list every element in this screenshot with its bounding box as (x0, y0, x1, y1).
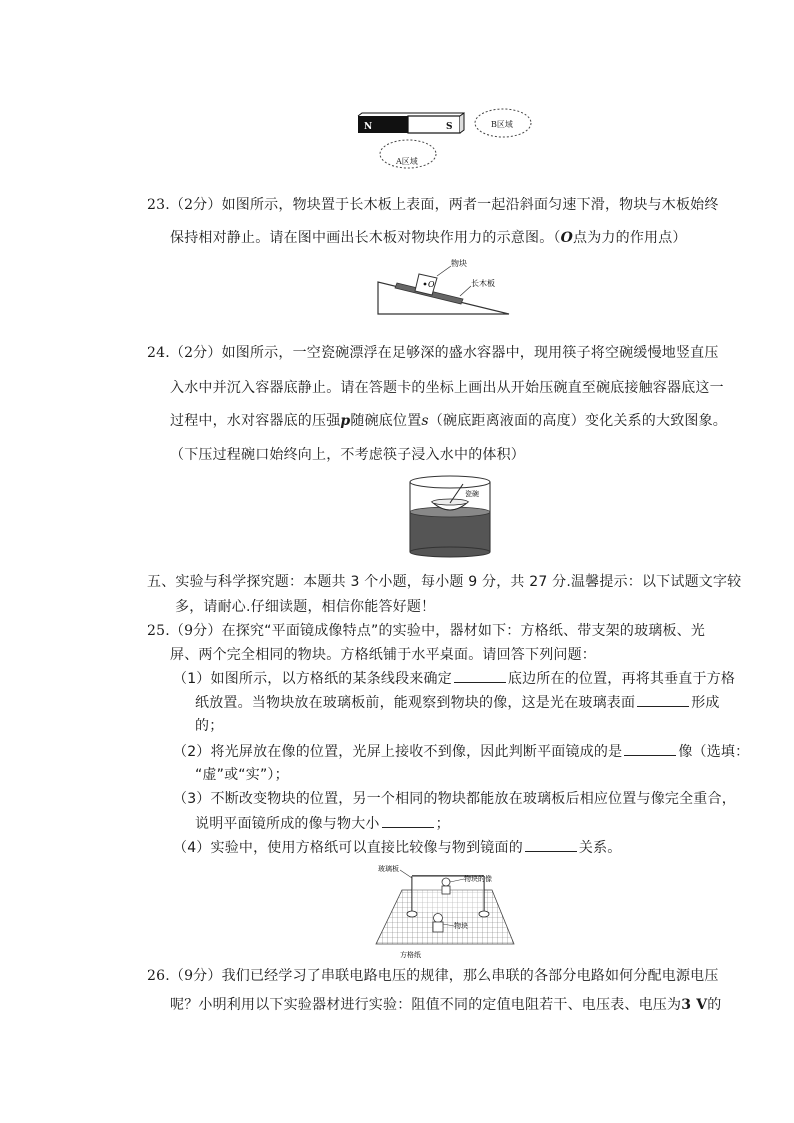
q25-part1-line-3 (195, 716, 223, 736)
q24-line-2 (170, 378, 724, 398)
q26-text-2b: 的 (707, 997, 722, 1013)
q26-line-1 (147, 966, 719, 986)
q25-line-2 (170, 645, 596, 665)
region-b-label: B区域 (491, 120, 513, 129)
q24-line-1 (147, 343, 719, 363)
image-label: 物块的像 (464, 875, 492, 883)
q24-text-1: 如图所示，一空瓷碗漂浮在足够深的盛水容器中，现用筷子将空碗缓慢地竖直压 (221, 345, 719, 361)
q24-text-2: 入水中并沉入容器底静止。请在答题卡的坐标上画出从开始压碗直至碗底接触容器底这一 (170, 380, 724, 396)
container-rim (410, 476, 490, 488)
q25-p1-b: 底边所在的位置，再将其垂直于方格 (507, 671, 736, 687)
q23-line-1 (147, 195, 719, 215)
q25-part3-line-2 (195, 813, 450, 834)
q24-number: 24.（2分） (147, 345, 222, 361)
water-body (410, 512, 490, 552)
bowl-container-figure (405, 474, 495, 558)
object-block (434, 914, 443, 923)
q26-text-2a: 呢？小明利用以下实验器材进行实验：阻值不同的定值电阻若干、电压表、电压为 (170, 997, 682, 1013)
glass-plate-label: 玻璃板 (378, 865, 399, 873)
block-label: 物块 (451, 259, 467, 268)
region-a-label: A区域 (396, 157, 418, 166)
bowl-label: 瓷碗 (465, 490, 479, 498)
q25-part2-line-1 (173, 741, 749, 762)
mirror-experiment-figure (372, 862, 520, 960)
q25-p4-a: （4）实验中，使用方格纸可以直接比较像与物到镜面的 (173, 840, 523, 856)
q25-p2-b: 像（选填： (678, 744, 750, 760)
section5-text-1: 五、实验与科学探究题：本题共 3 个小题，每小题 9 分，共 27 分.温馨提示：以下试题文字较 (147, 574, 742, 590)
q25-part1-line-2 (195, 692, 720, 713)
section5-line-2 (175, 597, 435, 617)
q25-blank-5[interactable] (525, 837, 577, 852)
q24-line-4 (170, 445, 525, 465)
q25-part3-line-1 (173, 789, 736, 809)
q24-text-3b: 随碗底位置 (350, 413, 422, 429)
q23-text-1: 如图所示，物块置于长木板上表面，两者一起沿斜面匀速下滑，物块与木板始终 (221, 197, 719, 213)
board-label: 长木板 (471, 279, 495, 288)
q25-blank-2[interactable] (637, 692, 689, 707)
q24-text-4: （下压过程碗口始终向上，不考虑筷子浸入水中的体积） (170, 447, 525, 463)
q23-text-2a: 保持相对静止。请在图中画出长木板对物块作用力的示意图。（ (170, 230, 561, 246)
q25-p3-b: 说明平面镜所成的像与物大小 (195, 816, 380, 832)
q23-point-o: O (560, 230, 574, 246)
q24-s-symbol: s (421, 413, 429, 429)
magnet-figure (350, 104, 540, 176)
q25-blank-3[interactable] (624, 741, 676, 756)
q25-p3-a: （3）不断改变物块的位置，另一个相同的物块都能放在玻璃板后相应位置与像完全重合， (173, 791, 736, 807)
q24-text-3c: （碗底距离液面的高度）变化关系的大致图象。 (428, 413, 727, 429)
q24-p-symbol: p (340, 413, 351, 429)
q26-text-1: 我们已经学习了串联电路电压的规律，那么串联的各部分电路如何分配电源电压 (221, 968, 719, 984)
grid-paper-label: 方格纸 (400, 951, 421, 959)
q25-text-1: 在探究“平面镜成像特点”的实验中，器材如下：方格纸、带支架的玻璃板、光 (221, 623, 706, 639)
q26-voltage: 3 V (681, 997, 708, 1013)
q25-number: 25.（9分） (147, 623, 222, 639)
q25-line-1 (147, 621, 705, 641)
q25-p4-b: 关系。 (578, 840, 622, 856)
block-fig-label: 物块 (454, 922, 468, 930)
q25-p1-e: 的； (195, 718, 224, 734)
q25-p2-c: “虚”或“实”）； (195, 767, 289, 783)
point-o-label: O (428, 280, 435, 289)
q25-p1-a: （1）如图所示，以方格纸的某条线段来确定 (173, 671, 452, 687)
point-o-dot (424, 283, 427, 286)
q24-line-3 (170, 411, 727, 431)
q25-blank-4[interactable] (382, 813, 434, 828)
q25-p2-a: （2）将光屏放在像的位置，光屏上接收不到像，因此判断平面镜成的是 (173, 744, 623, 760)
image-block (442, 878, 450, 886)
q24-text-3a: 过程中，水对容器底的压强 (170, 413, 341, 429)
q25-p1-d: 形成 (691, 695, 720, 711)
incline-figure (375, 256, 515, 322)
q26-line-2 (170, 995, 721, 1015)
q25-blank-1[interactable] (454, 668, 506, 683)
q25-text-2: 屏、两个完全相同的物块。方格纸铺于水平桌面。请回答下列问题： (170, 647, 596, 663)
magnet-n-label: N (364, 122, 373, 132)
q25-p1-c: 纸放置。当物块放在玻璃板前，能观察到物块的像，这是光在玻璃表面 (195, 695, 636, 711)
section5-line-1 (147, 572, 741, 592)
q26-number: 26.（9分） (147, 968, 222, 984)
q23-line-2 (170, 228, 687, 248)
q25-p3-c: ； (435, 816, 450, 832)
magnet-s-label: S (446, 122, 453, 132)
q25-part2-line-2 (195, 765, 289, 785)
q25-part4-line-1 (173, 837, 622, 858)
q25-part1-line-1 (173, 668, 735, 689)
q23-text-2b: 点为力的作用点） (573, 230, 687, 246)
q23-number: 23.（2分） (147, 197, 222, 213)
section5-text-2: 多，请耐心.仔细读题，相信你能答好题！ (175, 599, 436, 615)
